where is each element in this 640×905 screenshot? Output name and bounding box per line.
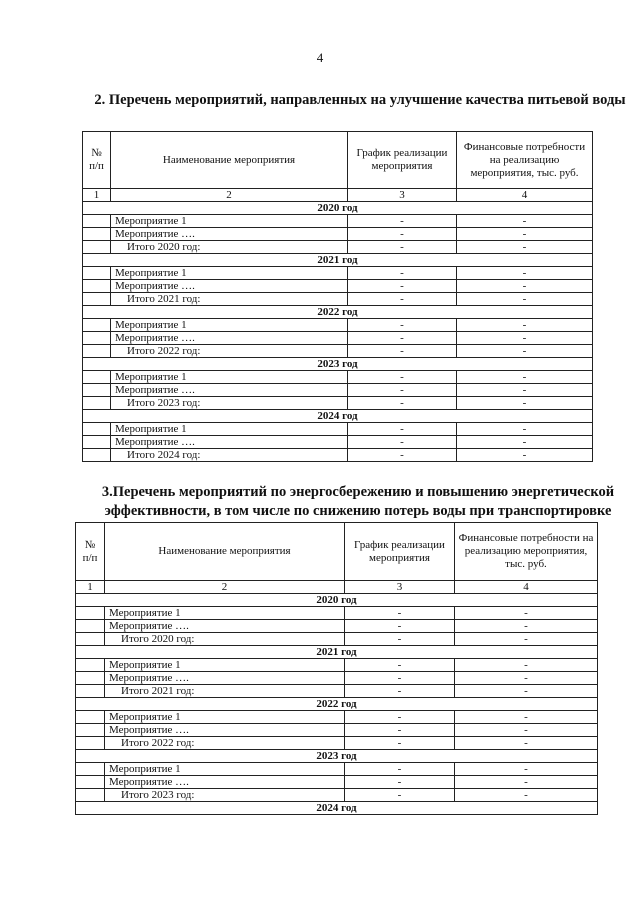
row-measure-name: Мероприятие ….: [111, 228, 348, 241]
row-finance-value: -: [455, 659, 598, 672]
table-row: [83, 371, 593, 384]
row-schedule-value: -: [348, 215, 457, 228]
row-schedule-value: -: [345, 620, 455, 633]
column-index-row: [83, 189, 593, 202]
header-name: Наименование мероприятия: [105, 523, 345, 581]
column-index: 4: [455, 581, 598, 594]
year-row: [83, 306, 593, 319]
column-index: 2: [111, 189, 348, 202]
table-row: [83, 319, 593, 332]
table-row: [83, 293, 593, 306]
year-row: [76, 750, 598, 763]
row-finance-value: -: [455, 711, 598, 724]
year-label: 2021 год: [76, 646, 598, 659]
row-number: [83, 436, 111, 449]
row-finance-value: -: [455, 737, 598, 750]
row-measure-name: Мероприятие ….: [105, 672, 345, 685]
row-number: [76, 672, 105, 685]
year-row: [83, 202, 593, 215]
row-number: [83, 345, 111, 358]
row-schedule-value: -: [345, 659, 455, 672]
row-finance-value: -: [457, 397, 593, 410]
row-number: [83, 293, 111, 306]
row-finance-value: -: [457, 319, 593, 332]
row-finance-value: -: [455, 724, 598, 737]
table-row: [83, 423, 593, 436]
year-label: 2023 год: [83, 358, 593, 371]
year-row: [76, 594, 598, 607]
row-number: [83, 319, 111, 332]
row-measure-name: Мероприятие ….: [111, 384, 348, 397]
table-row: [83, 384, 593, 397]
row-measure-name: Мероприятие ….: [105, 620, 345, 633]
row-number: [76, 633, 105, 646]
row-finance-value: -: [455, 685, 598, 698]
table-row: [76, 737, 598, 750]
column-index: 1: [83, 189, 111, 202]
row-finance-value: -: [457, 228, 593, 241]
header-finance: Финансовые потребности на реализацию мероприятия, тыс. руб.: [457, 132, 593, 189]
table-row: [83, 397, 593, 410]
row-total-label: Итого 2020 год:: [105, 633, 345, 646]
row-finance-value: -: [455, 607, 598, 620]
row-measure-name: Мероприятие 1: [111, 371, 348, 384]
row-schedule-value: -: [348, 371, 457, 384]
table-header-row: [83, 132, 593, 189]
table-row: [83, 241, 593, 254]
row-number: [83, 397, 111, 410]
row-finance-value: -: [457, 241, 593, 254]
year-row: [83, 358, 593, 371]
page-number: 4: [316, 50, 324, 65]
row-number: [76, 763, 105, 776]
year-row: [83, 254, 593, 267]
table-row: [76, 763, 598, 776]
row-finance-value: -: [457, 332, 593, 345]
row-measure-name: Мероприятие 1: [111, 423, 348, 436]
row-schedule-value: -: [345, 672, 455, 685]
table-row: [76, 724, 598, 737]
row-finance-value: -: [457, 384, 593, 397]
row-finance-value: -: [457, 423, 593, 436]
row-number: [83, 423, 111, 436]
row-schedule-value: -: [345, 633, 455, 646]
measures-table-energy-saving: [75, 522, 598, 815]
row-number: [83, 332, 111, 345]
row-number: [76, 789, 105, 802]
row-measure-name: Мероприятие 1: [105, 659, 345, 672]
row-total-label: Итого 2022 год:: [105, 737, 345, 750]
table-row: [83, 215, 593, 228]
row-measure-name: Мероприятие ….: [111, 332, 348, 345]
row-measure-name: Мероприятие ….: [105, 776, 345, 789]
column-index: 2: [105, 581, 345, 594]
section-2-title: 2. Перечень мероприятий, направленных на улучшение качества питьевой воды: [94, 92, 626, 108]
header-num: № п/п: [83, 132, 111, 189]
year-row: [76, 698, 598, 711]
row-schedule-value: -: [348, 293, 457, 306]
year-label: 2020 год: [83, 202, 593, 215]
row-schedule-value: -: [348, 332, 457, 345]
row-number: [76, 685, 105, 698]
table-row: [83, 280, 593, 293]
row-finance-value: -: [457, 215, 593, 228]
row-measure-name: Мероприятие 1: [105, 763, 345, 776]
row-number: [76, 659, 105, 672]
table-row: [83, 436, 593, 449]
row-number: [83, 371, 111, 384]
row-number: [83, 267, 111, 280]
table-row: [83, 345, 593, 358]
row-number: [76, 776, 105, 789]
row-finance-value: -: [457, 293, 593, 306]
table-row: [76, 685, 598, 698]
header-finance: Финансовые потребности на реализацию мероприятия, тыс. руб.: [455, 523, 598, 581]
header-schedule: График реализации мероприятия: [345, 523, 455, 581]
year-row: [76, 646, 598, 659]
row-total-label: Итого 2021 год:: [111, 293, 348, 306]
section-3-title: 3.Перечень мероприятий по энергосбережению и повышению энергетической эффективности, в том числе по снижению потерь воды при транспортировке: [101, 484, 615, 519]
table-row: [83, 449, 593, 462]
row-measure-name: Мероприятие 1: [111, 215, 348, 228]
row-number: [83, 449, 111, 462]
measures-table-water-quality: [82, 131, 593, 462]
year-label: 2021 год: [83, 254, 593, 267]
row-total-label: Итого 2022 год:: [111, 345, 348, 358]
header-name: Наименование мероприятия: [111, 132, 348, 189]
table-row: [83, 267, 593, 280]
table-row: [76, 633, 598, 646]
row-number: [76, 724, 105, 737]
column-index: 4: [457, 189, 593, 202]
year-row: [83, 410, 593, 423]
row-schedule-value: -: [348, 384, 457, 397]
row-schedule-value: -: [345, 789, 455, 802]
row-schedule-value: -: [348, 241, 457, 254]
year-label: 2020 год: [76, 594, 598, 607]
row-finance-value: -: [457, 267, 593, 280]
row-number: [83, 241, 111, 254]
row-schedule-value: -: [348, 423, 457, 436]
row-total-label: Итого 2023 год:: [105, 789, 345, 802]
row-schedule-value: -: [348, 449, 457, 462]
year-row: [76, 802, 598, 815]
column-index-row: [76, 581, 598, 594]
row-total-label: Итого 2020 год:: [111, 241, 348, 254]
row-measure-name: Мероприятие 1: [105, 711, 345, 724]
table-row: [76, 659, 598, 672]
year-label: 2023 год: [76, 750, 598, 763]
year-label: 2024 год: [76, 802, 598, 815]
row-number: [83, 384, 111, 397]
row-schedule-value: -: [348, 436, 457, 449]
table-header-row: [76, 523, 598, 581]
row-measure-name: Мероприятие 1: [105, 607, 345, 620]
table-row: [76, 620, 598, 633]
row-number: [76, 737, 105, 750]
row-number: [83, 215, 111, 228]
row-number: [76, 620, 105, 633]
row-schedule-value: -: [348, 319, 457, 332]
column-index: 3: [348, 189, 457, 202]
table-row: [83, 332, 593, 345]
year-label: 2022 год: [83, 306, 593, 319]
row-number: [76, 711, 105, 724]
row-finance-value: -: [457, 371, 593, 384]
year-label: 2024 год: [83, 410, 593, 423]
row-schedule-value: -: [348, 397, 457, 410]
header-num: № п/п: [76, 523, 105, 581]
row-finance-value: -: [457, 436, 593, 449]
table-row: [76, 672, 598, 685]
row-total-label: Итого 2021 год:: [105, 685, 345, 698]
row-number: [76, 607, 105, 620]
column-index: 3: [345, 581, 455, 594]
row-schedule-value: -: [345, 763, 455, 776]
row-finance-value: -: [455, 776, 598, 789]
row-number: [83, 280, 111, 293]
row-finance-value: -: [455, 672, 598, 685]
table-row: [76, 776, 598, 789]
row-finance-value: -: [457, 449, 593, 462]
row-schedule-value: -: [345, 724, 455, 737]
table-row: [76, 711, 598, 724]
row-schedule-value: -: [348, 228, 457, 241]
row-measure-name: Мероприятие ….: [111, 280, 348, 293]
row-measure-name: Мероприятие ….: [111, 436, 348, 449]
row-measure-name: Мероприятие 1: [111, 319, 348, 332]
row-schedule-value: -: [348, 280, 457, 293]
row-measure-name: Мероприятие 1: [111, 267, 348, 280]
header-schedule: График реализации мероприятия: [348, 132, 457, 189]
row-finance-value: -: [457, 345, 593, 358]
row-schedule-value: -: [345, 607, 455, 620]
table-row: [76, 789, 598, 802]
row-finance-value: -: [455, 789, 598, 802]
row-finance-value: -: [455, 633, 598, 646]
row-schedule-value: -: [345, 711, 455, 724]
table-row: [83, 228, 593, 241]
row-schedule-value: -: [345, 737, 455, 750]
row-measure-name: Мероприятие ….: [105, 724, 345, 737]
column-index: 1: [76, 581, 105, 594]
table-row: [76, 607, 598, 620]
row-schedule-value: -: [348, 345, 457, 358]
row-finance-value: -: [455, 620, 598, 633]
row-total-label: Итого 2023 год:: [111, 397, 348, 410]
year-label: 2022 год: [76, 698, 598, 711]
row-finance-value: -: [455, 763, 598, 776]
row-number: [83, 228, 111, 241]
row-schedule-value: -: [345, 685, 455, 698]
row-total-label: Итого 2024 год:: [111, 449, 348, 462]
row-schedule-value: -: [345, 776, 455, 789]
row-schedule-value: -: [348, 267, 457, 280]
row-finance-value: -: [457, 280, 593, 293]
